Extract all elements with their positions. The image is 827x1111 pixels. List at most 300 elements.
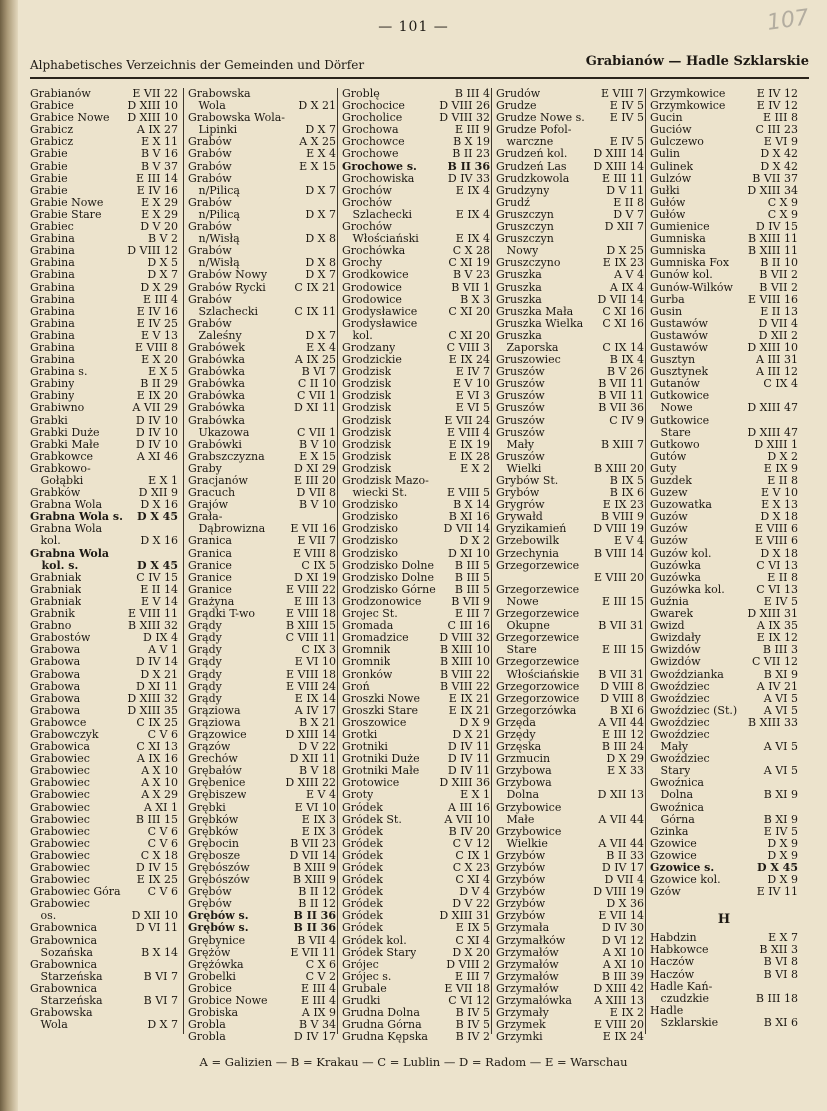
index-entry [650, 148, 798, 160]
grid-code: B VII 9 [451, 594, 490, 608]
locality-name: Grzybów [496, 886, 546, 899]
grid-code: E III 4 [300, 981, 336, 995]
locality-name: Gwoździec [650, 692, 710, 705]
index-entry [342, 185, 490, 197]
header-rule [30, 77, 809, 79]
grid-code: D XII 9 [138, 486, 178, 500]
index-entry [650, 439, 798, 451]
locality-name: Grzegorzewice [496, 656, 580, 669]
index-entry [496, 1031, 644, 1043]
index-entry [342, 922, 490, 934]
locality-name: Włościańskie [496, 668, 580, 681]
locality-name: Grabowiec [30, 777, 90, 790]
locality-name: Grabina [30, 245, 75, 258]
index-entry [30, 548, 178, 560]
locality-name: Grabownica [30, 934, 98, 947]
locality-name: Grudna Dolna [342, 1007, 420, 1020]
grid-code: D X 21 [140, 667, 178, 681]
locality-name: Grudna Górna [342, 1019, 422, 1032]
grid-code: E X 7 [768, 931, 798, 945]
locality-name: Gustawów [650, 317, 708, 330]
grid-code: E X 15 [299, 159, 336, 173]
locality-name: Gruszów [496, 426, 545, 439]
index-entry [342, 294, 490, 306]
grid-code: E III 7 [454, 969, 490, 983]
index-entry [30, 935, 178, 947]
locality-name: Groszki Nowe [342, 692, 420, 705]
index-entry [496, 693, 644, 705]
index-entry [342, 282, 490, 294]
grid-code: D XIII 34 [747, 183, 798, 197]
grid-code: E X 11 [141, 135, 178, 149]
grid-code: D IV 10 [135, 413, 178, 427]
index-entry [188, 693, 336, 705]
grid-code: D IV 10 [135, 425, 178, 439]
grid-code: D XIII 31 [439, 909, 490, 923]
grid-code: C VI 13 [756, 558, 798, 572]
grid-code: D X 7 [147, 1018, 178, 1032]
index-entry [650, 886, 798, 898]
grid-code: C VIII 3 [446, 340, 490, 354]
grid-code: D V 4 [459, 885, 490, 899]
grid-code: A III 16 [448, 800, 490, 814]
grid-code: C X 18 [140, 848, 178, 862]
locality-name: Grodzisk [342, 462, 392, 475]
index-entry [188, 185, 336, 197]
grid-code: A VII 29 [132, 401, 178, 415]
grid-code: B XI 9 [763, 812, 798, 826]
locality-name: Grabiwno [30, 402, 85, 415]
grid-code: E III 15 [601, 643, 644, 657]
locality-name: Gwoźnica [650, 777, 704, 790]
grid-code: D XIII 10 [127, 99, 178, 113]
locality-name: Grabówka [188, 402, 245, 415]
locality-name: Gródek [342, 874, 383, 887]
grid-code: D XII 7 [604, 220, 644, 234]
grid-code: E VI 10 [294, 655, 336, 669]
grid-code: B V 37 [140, 159, 178, 173]
locality-name: Grudzkowola [496, 172, 570, 185]
grid-code: D VII 4 [758, 316, 798, 330]
locality-name: Gruszów [496, 366, 545, 379]
grid-code: E VIII 6 [754, 534, 798, 548]
locality-name: Grzegorzówka [496, 704, 577, 717]
grid-code: B III 18 [755, 991, 798, 1005]
locality-name: Grabowiec [30, 789, 90, 802]
grid-code: C III 23 [755, 123, 798, 137]
grid-code: D IV 11 [447, 752, 490, 766]
index-entry [496, 535, 644, 547]
locality-name: Grzymały [496, 1007, 549, 1020]
locality-name: Grocholice [342, 112, 403, 125]
grid-code: B XI 9 [763, 667, 798, 681]
locality-name: Granice [188, 559, 232, 572]
locality-name: Grzybowa [496, 765, 552, 778]
index-entry [496, 112, 644, 124]
index-column-1 [30, 88, 178, 1031]
locality-name: Guzów [650, 511, 688, 524]
index-entry [496, 644, 644, 656]
grid-code: B X 19 [453, 135, 490, 149]
locality-name: Grzybów [496, 910, 546, 923]
index-entry [496, 415, 644, 427]
grid-code: B III 15 [135, 812, 178, 826]
locality-name: Gródek [342, 801, 383, 814]
locality-name: Gruszka [496, 281, 542, 294]
grid-code: E IX 20 [136, 389, 178, 403]
grid-code: E VIII 20 [594, 570, 644, 584]
grid-code: B VI 8 [763, 967, 798, 981]
index-entry [496, 318, 644, 330]
grid-code: B XII 3 [759, 943, 798, 957]
grid-code: D X 5 [147, 256, 178, 270]
locality-name: Grzechynia [496, 547, 559, 560]
grid-code: E IV 7 [455, 365, 490, 379]
index-entry [496, 947, 644, 959]
grid-code: D XIII 32 [127, 691, 178, 705]
index-entry [342, 1031, 490, 1043]
locality-name: Grabina [30, 317, 75, 330]
grid-code: D XI 19 [294, 570, 336, 584]
grid-code: E VII 18 [444, 981, 490, 995]
locality-name: Gródek St. [342, 813, 402, 826]
grid-code: C IX 14 [602, 340, 644, 354]
index-entry [188, 669, 336, 681]
locality-name: Gzów [650, 886, 681, 899]
index-entry [496, 439, 644, 451]
index-entry [30, 306, 178, 318]
index-entry [342, 789, 490, 801]
locality-name: Grabiny [30, 378, 75, 391]
locality-name: Grzymałów [496, 946, 559, 959]
grid-code [334, 294, 336, 306]
grid-code: A VII 10 [444, 812, 490, 826]
locality-name: os. [30, 910, 57, 923]
grid-code: E IX 4 [455, 232, 490, 246]
locality-name: Grodowice [342, 281, 402, 294]
index-entry [30, 511, 178, 523]
grid-code: B IX 6 [609, 486, 644, 500]
locality-name: Grężówka [188, 958, 244, 971]
locality-name: Grodzisk [342, 378, 392, 391]
grid-code: E IX 2 [609, 1006, 644, 1020]
grid-code: E IV 5 [609, 111, 644, 125]
grid-code: D XIII 1 [754, 437, 798, 451]
locality-name: Zaleśny [188, 329, 242, 342]
grid-code: B VII 4 [297, 933, 336, 947]
locality-name: Grabiny [30, 390, 75, 403]
locality-name: Grabowa [30, 644, 81, 657]
locality-name: warczne [496, 136, 554, 149]
locality-name: Gwarek [650, 608, 694, 621]
locality-name: Grodzonowice [342, 595, 422, 608]
grid-code: E VII 11 [290, 945, 336, 959]
grid-code: D XII 10 [131, 909, 178, 923]
grid-code: C V 6 [147, 836, 178, 850]
locality-name: Grodzisko Górne [342, 583, 436, 596]
grid-code: E IX 23 [602, 256, 644, 270]
grid-code: B VII 36 [598, 401, 644, 415]
locality-name: Grabno [30, 620, 72, 633]
locality-name: Grzybów [496, 874, 546, 887]
handwritten-page-number: 107 [765, 5, 811, 36]
grid-code: D XIII 10 [127, 111, 178, 125]
grid-code: E IV 16 [136, 304, 178, 318]
index-entry [342, 802, 490, 814]
locality-name: Grzęska [496, 741, 542, 754]
locality-name: Grodowice [342, 293, 402, 306]
section-letter-h: H [717, 912, 731, 928]
grid-code: C II 10 [297, 377, 336, 391]
locality-name: Gródek [342, 910, 383, 923]
locality-name: Gwoździec [650, 753, 710, 766]
locality-name: Włościański [342, 233, 419, 246]
grid-code: C IX 25 [136, 715, 178, 729]
locality-name: Habdzin [650, 932, 697, 945]
running-head-range: Grabianów — Hadle Szklarskie [585, 54, 809, 69]
locality-name: Grochowe [342, 148, 399, 161]
index-entry [342, 693, 490, 705]
locality-name: Gronków [342, 668, 393, 681]
locality-name: Guzów [650, 535, 688, 548]
locality-name: Grudna Kępska [342, 1031, 428, 1044]
index-entry [188, 161, 336, 173]
grid-code: E II 13 [760, 304, 798, 318]
index-entry [342, 656, 490, 668]
grid-code: E IV 11 [756, 885, 798, 899]
grid-code: E VIII 16 [748, 292, 798, 306]
grid-code: D X 8 [305, 232, 336, 246]
index-entry [188, 560, 336, 572]
locality-name: Grabie [30, 172, 68, 185]
index-entry [650, 415, 798, 427]
index-entry [30, 535, 178, 547]
index-entry [496, 294, 644, 306]
locality-name: Grądy [188, 656, 222, 669]
index-entry [496, 814, 644, 826]
index-entry [188, 294, 336, 306]
grid-code: D XIII 47 [747, 425, 798, 439]
index-entry [188, 427, 336, 439]
locality-name: Małe [496, 813, 535, 826]
index-entry [30, 560, 178, 572]
grid-code: E VII 22 [132, 87, 178, 100]
index-entry [30, 269, 178, 281]
index-entry [650, 826, 798, 838]
locality-name: Grabówka [188, 366, 245, 379]
grid-code: D IV 17 [293, 1030, 336, 1044]
grid-code: C VI 12 [448, 994, 490, 1008]
locality-name: Wola [30, 1019, 68, 1032]
grid-code: E V 4 [614, 534, 644, 548]
grid-code: B VI 7 [301, 365, 336, 379]
grid-code: D XIII 36 [439, 776, 490, 790]
grid-code: B V 10 [298, 437, 336, 451]
grid-code: B XIII 33 [748, 715, 798, 729]
index-entry [496, 173, 644, 185]
grid-code: A IX 16 [136, 752, 178, 766]
locality-name: Graby [188, 462, 222, 475]
locality-name: Grudzyny [496, 184, 550, 197]
grid-code [642, 826, 644, 838]
locality-name: Grochowa [342, 124, 399, 137]
grid-code: D X 7 [305, 183, 336, 197]
locality-name: Grabowa [30, 692, 81, 705]
grid-code: D XIII 14 [593, 147, 644, 161]
locality-name: Grzymkowice [650, 100, 726, 113]
grid-code: B X 14 [141, 945, 178, 959]
grid-code: C IX 4 [763, 377, 798, 391]
grid-code: D V 7 [613, 207, 644, 221]
index-entry [30, 161, 178, 173]
grid-code: A III 12 [756, 365, 798, 379]
locality-name: Gułów [650, 208, 686, 221]
locality-name: Grochów [342, 221, 392, 234]
locality-name: Grabina [30, 233, 75, 246]
grid-code: E IX 28 [448, 449, 490, 463]
locality-name: Grabowiec [30, 753, 90, 766]
locality-name: Grobla [188, 1031, 226, 1044]
index-entry [188, 802, 336, 814]
locality-name: Gzowice [650, 849, 697, 862]
grid-code: D X 29 [606, 752, 644, 766]
locality-name: Grabów [188, 160, 232, 173]
locality-name: Mały [496, 438, 535, 451]
locality-name: Grabowska [30, 1007, 93, 1020]
grid-code: C X 6 [305, 957, 336, 971]
grid-code: D IV 11 [447, 764, 490, 778]
grid-code: A X 25 [299, 135, 336, 149]
locality-name: Grzybowice [496, 825, 562, 838]
locality-name: Gołąbki [30, 475, 84, 487]
locality-name: Grabówki [188, 438, 242, 451]
locality-name: Grzegorzowice [496, 692, 580, 705]
locality-name: Grabów Nowy [188, 269, 268, 282]
locality-name: Lipinki [188, 124, 238, 137]
locality-name: Gruszowiec [496, 354, 561, 367]
locality-name: Zaporska [496, 341, 559, 354]
grid-code: C XI 4 [455, 873, 490, 887]
grid-code: D XI 29 [294, 461, 336, 475]
grid-code: C X 9 [767, 195, 798, 209]
locality-name: Grochowce [342, 136, 405, 149]
grid-code: B XIII 9 [293, 873, 336, 887]
index-entry [188, 656, 336, 668]
index-entry [496, 269, 644, 281]
index-entry [496, 427, 644, 439]
grid-code: E VIII 7 [600, 87, 644, 100]
locality-name: Grzymałów [496, 982, 559, 995]
grid-code: B XI 9 [763, 788, 798, 802]
locality-name: Grudź [496, 196, 530, 209]
grid-code: E IV 12 [756, 99, 798, 113]
locality-name: Gruszka Wielka [496, 317, 584, 330]
grid-code: D VIII 32 [439, 631, 490, 645]
locality-name: Grzymałówka [496, 995, 572, 1008]
grid-code: E VII 7 [297, 534, 336, 548]
locality-name: Grądy [188, 644, 222, 657]
index-entry [342, 681, 490, 693]
index-entry [496, 148, 644, 160]
grid-code: B XIII 11 [748, 232, 798, 246]
locality-name: Gródek [342, 825, 383, 838]
grid-code: D XII 2 [758, 328, 798, 342]
locality-name: Grabowce [30, 716, 87, 729]
locality-name: Grodzisk [342, 414, 392, 427]
grid-code: D VIII 19 [593, 885, 644, 899]
locality-name: Gromadzice [342, 632, 409, 645]
locality-name: Grębki [188, 801, 226, 814]
grid-code: B II 12 [298, 885, 336, 899]
index-entry [188, 415, 336, 427]
locality-name: Gzowice s. [650, 862, 715, 874]
grid-code: C IX 21 [294, 280, 336, 294]
grid-code: B III 4 [454, 87, 490, 100]
grid-code: E III 9 [454, 123, 490, 137]
grid-code: D XIII 14 [285, 727, 336, 741]
locality-name: Gwoździanka [650, 668, 724, 681]
grid-code: D X 2 [767, 449, 798, 463]
locality-name: Dąbrowizna [188, 523, 266, 536]
locality-name: Grzegorzewice [496, 583, 580, 596]
locality-name: Grabowiec [30, 801, 90, 814]
grid-code: B III 24 [601, 740, 644, 754]
column-divider [645, 88, 646, 1034]
locality-name: Grabków [30, 487, 81, 500]
index-entry [342, 814, 490, 826]
locality-name: Grochocice [342, 100, 405, 113]
locality-name: Gułki [650, 184, 680, 197]
grid-code: B V 18 [298, 764, 336, 778]
locality-name: Gwizdów [650, 656, 701, 669]
grid-code: D X 42 [760, 159, 798, 173]
locality-name: Gromada [342, 620, 394, 633]
index-entry [30, 826, 178, 838]
locality-name: Grochów [342, 184, 392, 197]
grid-code: D XIII 42 [593, 981, 644, 995]
grid-code: B XIII 15 [286, 619, 336, 633]
locality-name: Stare [650, 426, 691, 439]
grid-code [796, 415, 798, 427]
locality-name: Grygrów [496, 499, 545, 512]
locality-name: Gródek [342, 837, 383, 850]
index-entry [496, 596, 644, 608]
grid-code: A XI 10 [602, 957, 644, 971]
locality-name: Granica [188, 547, 232, 560]
grid-code: B VI 7 [143, 994, 178, 1008]
locality-name: Gwizdały [650, 632, 701, 645]
locality-name: Gracjanów [188, 475, 248, 487]
grid-code: E VII 14 [598, 909, 644, 923]
grid-code: D X 7 [305, 268, 336, 282]
locality-name: Grzegorzewice [496, 632, 580, 645]
grid-code: D IV 14 [135, 655, 178, 669]
locality-name: Grzymki [496, 1031, 543, 1044]
grid-code: A V 4 [614, 268, 644, 282]
locality-name: Gruszów [496, 378, 545, 391]
index-entry [496, 548, 644, 560]
locality-name: Gulczewo [650, 136, 704, 149]
locality-name: Grudzeń Las [496, 160, 567, 173]
grid-code: E X 1 [148, 474, 178, 487]
grid-code: A XI 46 [136, 449, 178, 463]
running-head [30, 54, 809, 74]
locality-name: n/Wisłą [188, 257, 240, 270]
grid-code: E III 11 [601, 171, 644, 185]
index-entry [188, 306, 336, 318]
locality-name: Grodzisk [342, 426, 392, 439]
locality-name: Gwizd [650, 620, 685, 633]
